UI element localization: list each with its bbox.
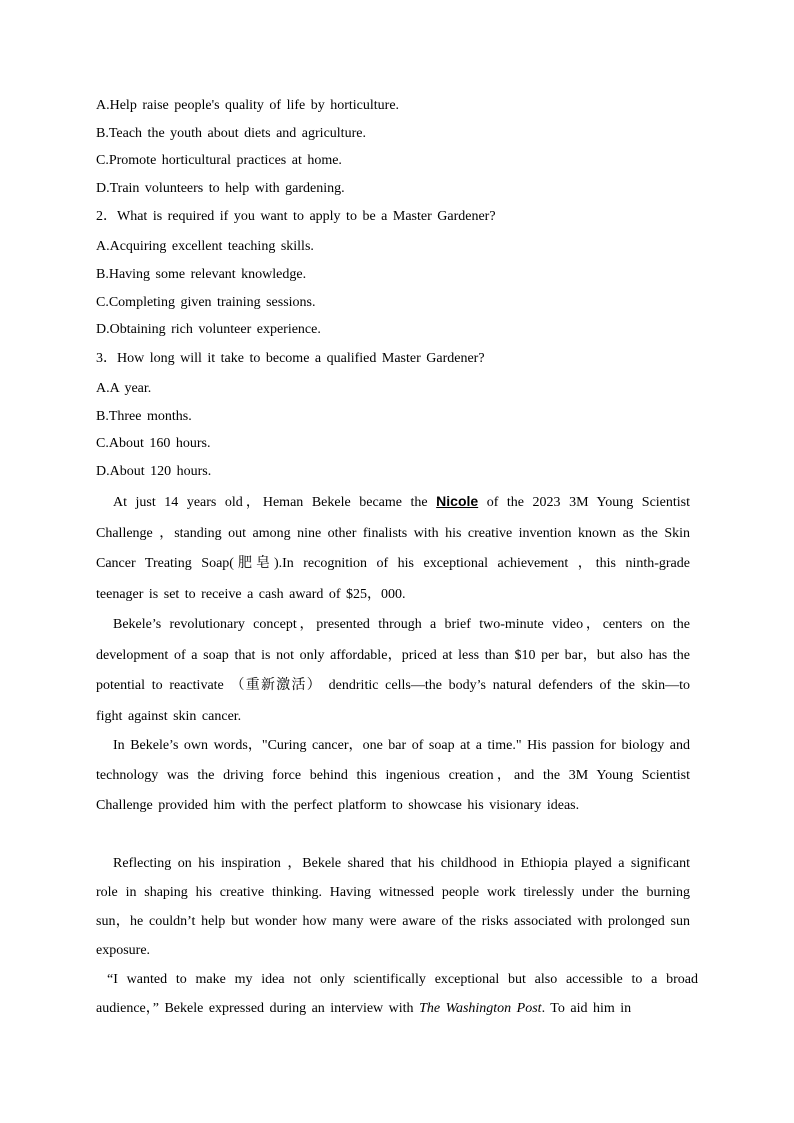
q2-option-c: C.Completing given training sessions. (96, 295, 316, 310)
q3-option-d: D.About 120 hours. (96, 464, 212, 479)
passage-paragraph-1 (96, 486, 690, 610)
q2-option-b: B.Having some relevant knowledge. (96, 267, 307, 282)
highlighted-word: Nicole (436, 493, 479, 509)
q3-option-c: C.About 160 hours. (96, 436, 211, 451)
p1-text-after: of the 2023 3M Young Scientist Challenge ，standing out among nine other finalists with his creative invention known as the Skin Cancer Treating Soap(肥皂).In recognition of his exceptional achievement ，this ninth-grade teenager is set to receive a cash award of $25，000. (96, 495, 691, 602)
passage-paragraph-3: In Bekele’s own words，"Curing cancer，one bar of soap at a time." His passion for biology and technology was the driving force behind this ingenious creation，and the 3M Young Scientist Challenge provided him with the perfect platform to showcase his visionary ideas. (96, 738, 690, 813)
q2-option-d: D.Obtaining rich volunteer experience. (96, 322, 321, 337)
passage-paragraph-4: Reflecting on his inspiration ，Bekele shared that his childhood in Ethiopia played a significant role in shaping his creative thinking. Having witnessed people work tirelessly under the burning sun，he couldn’t help but wonder how many were aware of the risks associated with prolonged sun exposure. (96, 856, 690, 958)
q3-option-b: B.Three months. (96, 409, 192, 424)
q1-option-a: A.Help raise people's quality of life by horticulture. (96, 98, 400, 113)
p1-text-before: At just 14 years old，Heman Bekele became the (113, 495, 437, 510)
q1-option-d: D.Train volunteers to help with gardening. (96, 181, 345, 196)
q2-question: 2．What is required if you want to apply to be a Master Gardener? (96, 209, 496, 224)
q1-option-c: C.Promote horticultural practices at home. (96, 153, 342, 168)
passage-paragraph-5 (96, 965, 698, 1023)
passage-paragraph-2: Bekele’s revolutionary concept，presented through a brief two-minute video，centers on the development of a soap that is not only affordable，priced at less than $10 per bar，but also has the potential to reactivate （重新激活） dendritic cells—the body’s natural defenders of the skin—to fight against skin cancer. (96, 617, 690, 724)
q1-option-b: B.Teach the youth about diets and agriculture. (96, 126, 366, 141)
q3-question: 3．How long will it take to become a qualified Master Gardener? (96, 351, 485, 366)
p5-text-after: . To aid him in (541, 1001, 632, 1016)
newspaper-title: The Washington Post (419, 1001, 542, 1016)
p5-text-before: “I wanted to make my idea not only scientifically exceptional but also accessible to a broad audience，” Bekele expressed during an interview with (96, 972, 698, 1016)
q2-option-a: A.Acquiring excellent teaching skills. (96, 239, 314, 254)
q3-option-a: A.A year. (96, 381, 152, 396)
